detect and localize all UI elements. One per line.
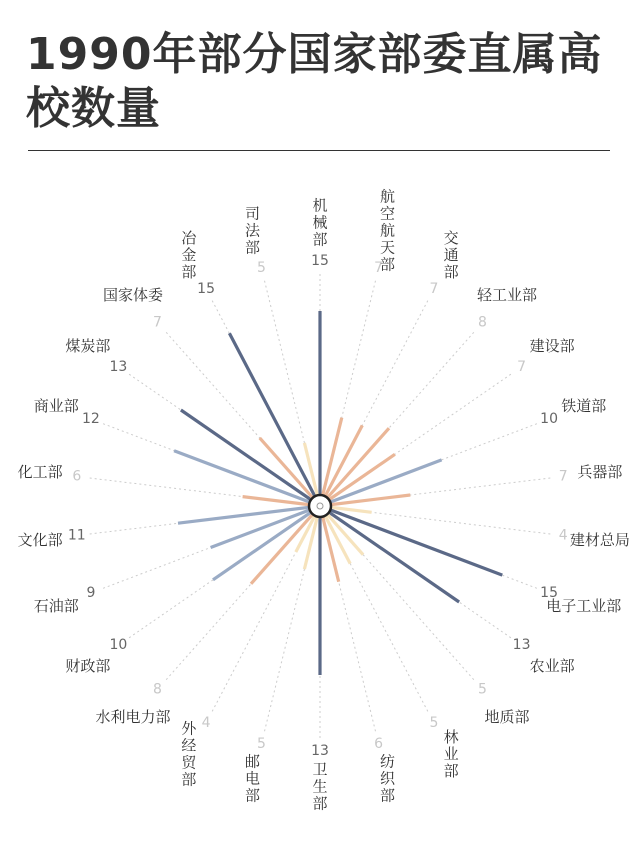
category-label: 机械部 (312, 196, 328, 249)
value-label: 15 (311, 253, 329, 269)
category-label: 卫生部 (312, 760, 328, 813)
value-label: 5 (429, 714, 439, 731)
value-label: 15 (197, 281, 216, 298)
value-label: 6 (374, 735, 384, 752)
category-label: 航空航天部 (379, 187, 396, 274)
value-label: 12 (81, 411, 100, 428)
value-label: 8 (153, 681, 162, 698)
category-label: 化工部 (17, 463, 63, 481)
category-label: 建设部 (529, 336, 575, 355)
category-label: 地质部 (484, 708, 530, 727)
chart-title: 1990年部分国家部委直属高校数量 (26, 29, 603, 134)
category-label: 国家体委 (102, 285, 164, 304)
value-label: 10 (540, 411, 559, 428)
value-label: 10 (109, 637, 128, 654)
category-label: 纺织部 (379, 752, 396, 805)
category-label: 商业部 (33, 397, 79, 415)
category-label: 轻工业部 (476, 285, 538, 304)
center-dot (317, 503, 323, 509)
value-label: 6 (72, 468, 82, 485)
bar (320, 506, 459, 602)
category-label: 交通部 (443, 228, 459, 281)
value-label: 7 (558, 468, 568, 485)
category-label: 文化部 (17, 531, 63, 549)
category-label: 铁道部 (561, 397, 607, 415)
value-label: 7 (374, 260, 384, 277)
value-label: 15 (540, 584, 559, 601)
bar (320, 506, 502, 575)
category-label: 邮电部 (244, 752, 261, 805)
value-label: 13 (109, 358, 128, 375)
category-label: 电子工业部 (546, 597, 622, 615)
category-label: 煤炭部 (65, 336, 111, 355)
value-label: 7 (517, 358, 527, 375)
bar (181, 410, 320, 506)
value-label: 5 (478, 681, 487, 698)
category-label: 农业部 (529, 657, 575, 676)
category-label: 林业部 (443, 728, 459, 781)
value-label: 4 (558, 527, 568, 544)
value-label: 5 (256, 735, 266, 752)
value-label: 7 (153, 314, 162, 331)
category-label: 司法部 (244, 204, 261, 257)
value-label: 5 (256, 260, 266, 277)
category-label: 冶金部 (181, 228, 197, 281)
category-label: 财政部 (65, 657, 111, 676)
value-label: 13 (311, 743, 329, 759)
category-label: 水利电力部 (95, 708, 171, 727)
value-label: 7 (429, 281, 439, 298)
value-label: 4 (201, 714, 211, 731)
category-label: 石油部 (33, 597, 79, 615)
value-label: 8 (478, 314, 487, 331)
value-label: 9 (86, 584, 96, 601)
category-label: 建材总局 (569, 531, 630, 549)
value-label: 11 (67, 527, 86, 544)
category-label: 兵器部 (577, 463, 623, 481)
category-label: 外经贸部 (181, 719, 197, 789)
value-label: 13 (512, 637, 531, 654)
bars (174, 311, 502, 675)
